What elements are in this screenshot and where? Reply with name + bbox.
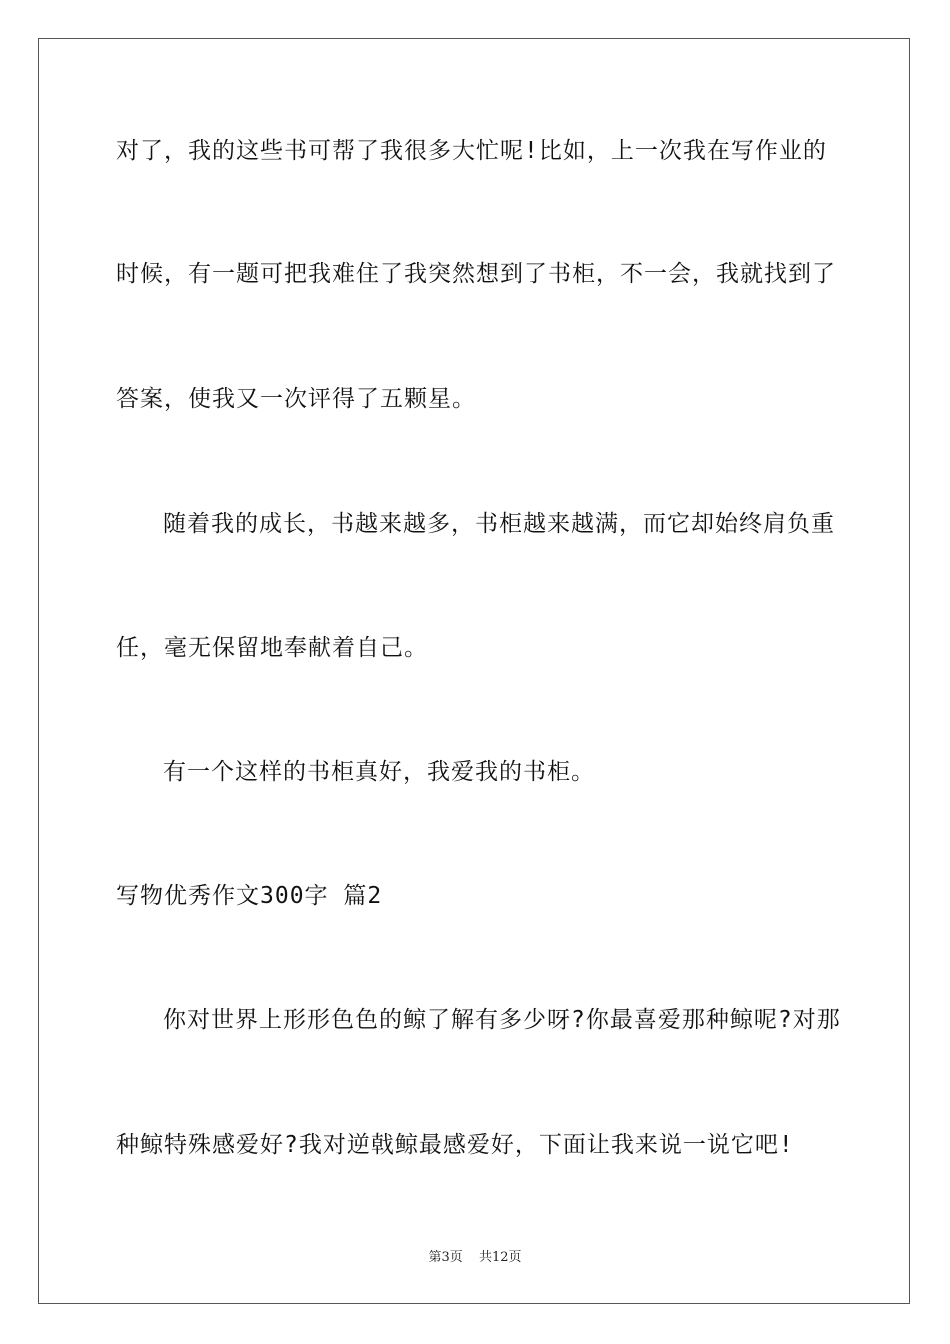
text-line: 答案，使我又一次评得了五颗星。 — [116, 386, 476, 412]
text-line: 对了，我的这些书可帮了我很多大忙呢!比如，上一次我在写作业的 — [116, 138, 827, 164]
section-heading: 写物优秀作文300字 篇2 — [116, 883, 383, 909]
page-number-current: 第3页 — [428, 1250, 463, 1265]
page-number-total: 共12页 — [478, 1250, 522, 1265]
page-frame — [38, 38, 910, 1304]
text-line: 你对世界上形形色色的鲸了解有多少呀?你最喜爱那种鲸呢?对那 — [163, 1007, 841, 1033]
text-line: 随着我的成长，书越来越多，书柜越来越满，而它却始终肩负重 — [163, 511, 835, 537]
page-footer — [0, 1246, 950, 1265]
text-line: 任，毫无保留地奉献着自己。 — [116, 635, 428, 661]
text-line: 种鲸特殊感爱好?我对逆戟鲸最感爱好，下面让我来说一说它吧! — [116, 1132, 794, 1158]
text-line: 时候，有一题可把我难住了我突然想到了书柜，不一会，我就找到了 — [116, 261, 836, 287]
text-line: 有一个这样的书柜真好，我爱我的书柜。 — [163, 759, 595, 785]
